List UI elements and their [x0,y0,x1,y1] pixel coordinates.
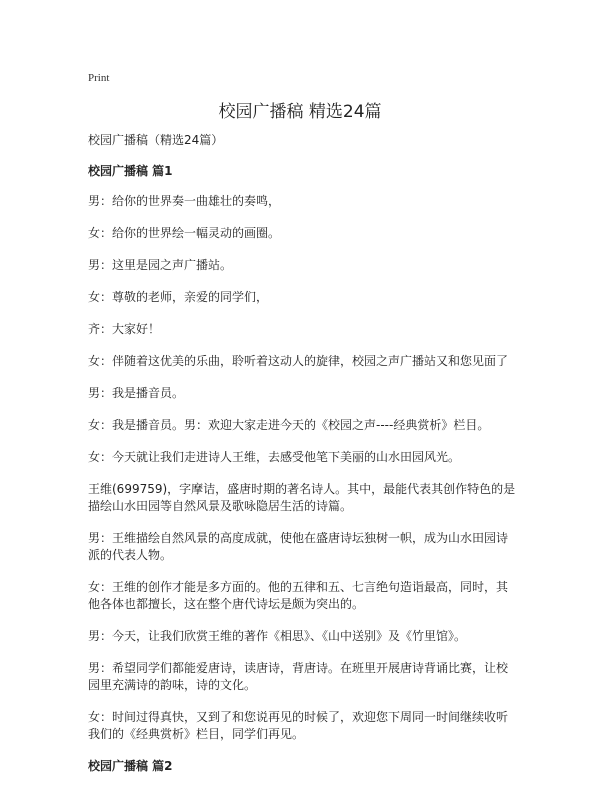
paragraph: 齐：大家好！ [88,322,161,336]
paragraph: 男：这里是园之声广播站。 [88,258,233,272]
paragraph: 女：给你的世界绘一幅灵动的画圈。 [88,226,281,240]
paragraph: 男：给你的世界奏一曲雄壮的奏鸣， [88,194,281,208]
section-1 [88,163,518,743]
paragraph: 女：我是播音员。男：欢迎大家走进今天的《校园之声----经典赏析》栏目。 [88,418,490,432]
paragraph: 男：希望同学们都能爱唐诗，读唐诗，背唐诗。在班里开展唐诗背诵比赛，让校园里充满诗的韵味，诗的文化。 [88,661,509,692]
paragraph: 女：今天就让我们走进诗人王维，去感受他笔下美丽的山水田园风光。 [88,450,461,464]
print-link[interactable]: Print [88,72,110,84]
paragraph: 女：时间过得真快，又到了和您说再见的时候了，欢迎您下周同一时间继续收听我们的《经典赏析》栏目，同学们再见。 [88,710,509,741]
section-heading: 校园广播稿 篇2 [88,759,173,773]
paragraph: 男：今天，让我们欣赏王维的著作《相思》、《山中送别》及《竹里馆》。 [88,629,467,643]
paragraph: 女：伴随着这优美的乐曲，聆听着这动人的旋律，校园之声广播站又和您见面了 [88,354,509,368]
section-heading: 校园广播稿 篇1 [88,164,173,178]
page-title: 校园广播稿 精选24篇 [218,102,382,122]
article-subtitle: 校园广播稿（精选24篇） [88,133,224,147]
section-2 [88,758,518,775]
article-body [88,132,518,788]
paragraph: 男：王维描绘自然风景的高度成就，使他在盛唐诗坛独树一帜，成为山水田园诗派的代表人物。 [88,531,509,562]
paragraph: 女：尊敬的老师，亲爱的同学们， [88,290,269,304]
paragraph: 男：我是播音员。 [88,386,185,400]
paragraph: 王维(699759)，字摩诘，盛唐时期的著名诗人。其中，最能代表其创作特色的是描绘山水田园等自然风景及歌咏隐居生活的诗篇。 [88,482,516,513]
paragraph: 女：王维的创作才能是多方面的。他的五律和五、七言绝句造诣最高，同时，其他各体也都擅长，这在整个唐代诗坛是颇为突出的。 [88,580,509,611]
